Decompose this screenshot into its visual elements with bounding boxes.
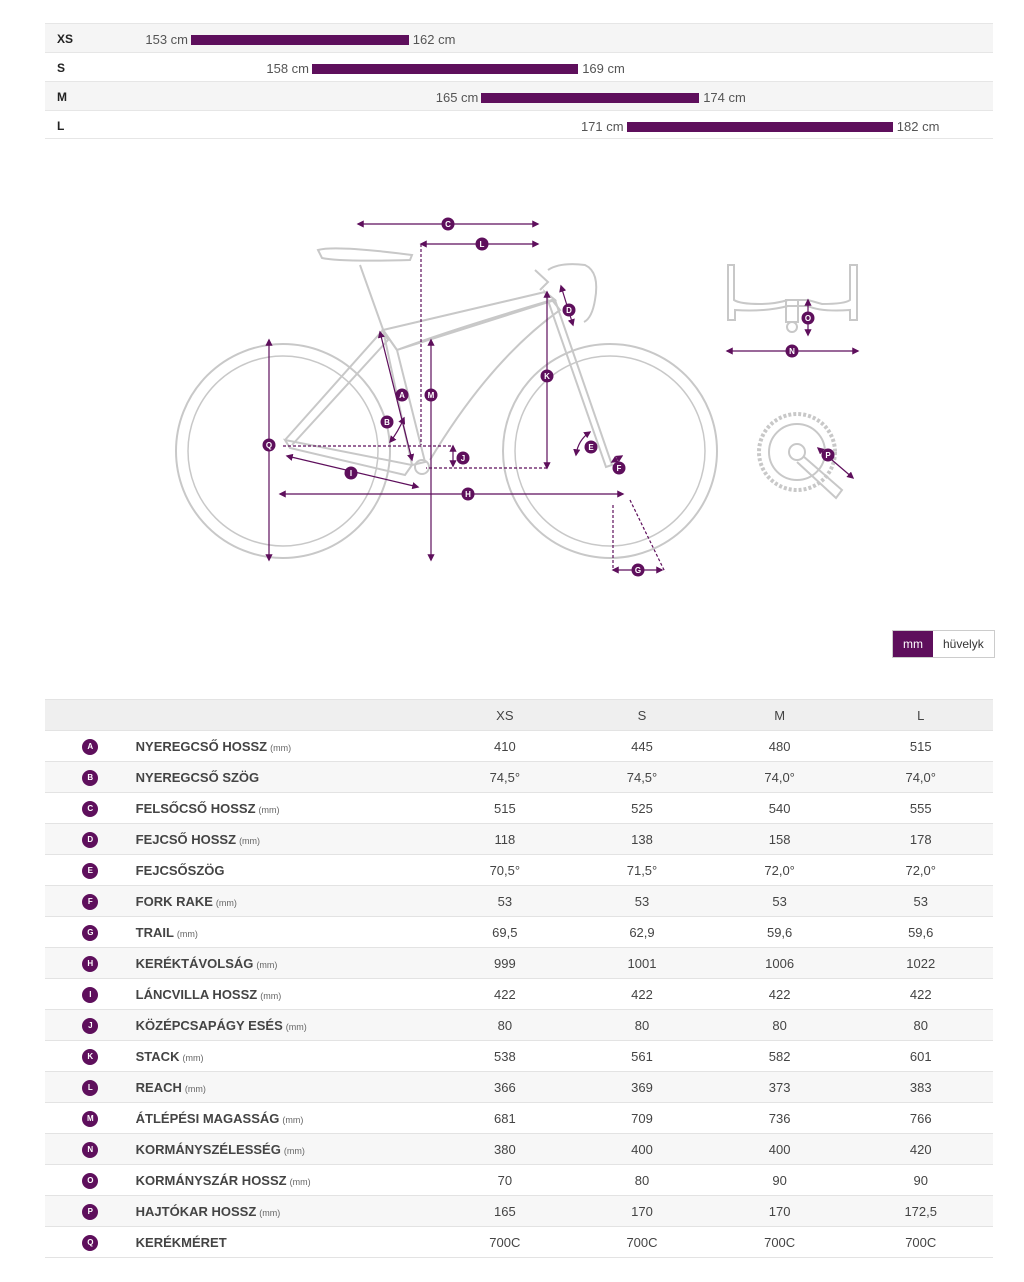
value-cell: 555	[848, 793, 993, 824]
size-row	[45, 81, 993, 110]
value-cell: 53	[437, 886, 574, 917]
value-cell: 1022	[848, 948, 993, 979]
measurement-badge: F	[82, 894, 98, 910]
value-cell: 700C	[711, 1227, 849, 1258]
handlebar-front-view	[728, 265, 857, 332]
diagram-label-d	[563, 304, 576, 317]
value-cell: 700C	[573, 1227, 711, 1258]
value-cell: 366	[437, 1072, 574, 1103]
value-cell: 72,0°	[848, 855, 993, 886]
measurement-badge: K	[82, 1049, 98, 1065]
table-row	[45, 855, 993, 886]
svg-text:Q: Q	[265, 441, 273, 450]
value-cell: 369	[573, 1072, 711, 1103]
height-min-label: 171 cm	[580, 119, 624, 134]
svg-text:G: G	[634, 566, 642, 575]
table-row	[45, 1010, 993, 1041]
value-cell: 400	[573, 1134, 711, 1165]
measurement-name-cell	[136, 1010, 437, 1041]
value-cell: 53	[848, 886, 993, 917]
measurement-name-cell	[136, 731, 437, 762]
measurement-name-cell	[136, 793, 437, 824]
value-cell: 525	[573, 793, 711, 824]
unit-toggle[interactable]	[892, 630, 995, 658]
measurement-name-cell	[136, 1196, 437, 1227]
measurement-badge: C	[82, 801, 98, 817]
measurement-badge: I	[82, 987, 98, 1003]
value-cell: 138	[573, 824, 711, 855]
badge-cell	[45, 948, 136, 979]
header-size-xs: XS	[437, 700, 574, 731]
value-cell: 59,6	[711, 917, 849, 948]
size-row	[45, 23, 993, 52]
value-cell: 118	[437, 824, 574, 855]
header-size-l: L	[848, 700, 993, 731]
table-row	[45, 1134, 993, 1165]
value-cell: 170	[573, 1196, 711, 1227]
measurement-name: NYEREGCSŐ HOSSZ	[135, 738, 268, 754]
badge-cell	[45, 1165, 136, 1196]
value-cell: 540	[711, 793, 849, 824]
badge-cell	[45, 1041, 136, 1072]
badge-cell	[45, 731, 136, 762]
value-cell: 90	[848, 1165, 993, 1196]
value-cell: 80	[573, 1165, 711, 1196]
value-cell: 380	[437, 1134, 574, 1165]
table-row	[45, 1041, 993, 1072]
size-label: S	[57, 61, 66, 75]
table-row	[45, 1227, 993, 1258]
measurement-name: KÖZÉPCSAPÁGY ESÉS	[135, 1017, 283, 1033]
badge-cell	[45, 793, 136, 824]
measurement-unit: (mm)	[259, 1207, 281, 1218]
diagram-label-c	[442, 218, 455, 231]
measurement-unit: (mm)	[256, 959, 278, 970]
value-cell: 422	[573, 979, 711, 1010]
badge-cell	[45, 1072, 136, 1103]
value-cell: 709	[573, 1103, 711, 1134]
table-row	[45, 1103, 993, 1134]
value-cell: 74,0°	[848, 762, 993, 793]
svg-text:L: L	[479, 240, 485, 249]
header-size-m: M	[711, 700, 849, 731]
measurement-name: REACH	[135, 1079, 182, 1095]
value-cell: 422	[848, 979, 993, 1010]
value-cell: 420	[848, 1134, 993, 1165]
value-cell: 373	[711, 1072, 849, 1103]
geometry-table	[45, 699, 993, 1258]
value-cell: 74,5°	[573, 762, 711, 793]
height-min-label: 165 cm	[435, 90, 479, 105]
value-cell: 383	[848, 1072, 993, 1103]
svg-text:J: J	[460, 454, 466, 463]
svg-text:P: P	[825, 451, 831, 460]
measurement-badge: N	[82, 1142, 98, 1158]
measurement-lines	[269, 224, 858, 572]
diagram-label-m	[425, 389, 438, 402]
diagram-label-o	[802, 312, 815, 325]
diagram-label-e	[585, 441, 598, 454]
diagram-label-k	[541, 370, 554, 383]
measurement-unit: (mm)	[239, 835, 261, 846]
measurement-unit: (mm)	[215, 897, 237, 908]
measurement-badge: M	[82, 1111, 98, 1127]
measurement-name-cell	[136, 917, 437, 948]
value-cell: 80	[573, 1010, 711, 1041]
diagram-label-q	[263, 439, 276, 452]
size-label: XS	[57, 32, 74, 46]
measurement-badge: P	[82, 1204, 98, 1220]
header-badge-cell	[45, 700, 136, 731]
value-cell: 736	[711, 1103, 849, 1134]
height-min-label: 153 cm	[145, 32, 188, 47]
measurement-name-cell	[136, 824, 437, 855]
size-label: L	[57, 119, 65, 133]
height-range-bar	[312, 64, 578, 74]
value-cell: 170	[711, 1196, 849, 1227]
measurement-name: STACK	[135, 1048, 180, 1064]
height-min-label: 158 cm	[266, 61, 309, 76]
svg-text:A: A	[399, 391, 405, 400]
measurement-name: ÁTLÉPÉSI MAGASSÁG	[135, 1110, 280, 1126]
svg-text:K: K	[544, 372, 550, 381]
measurement-unit: (mm)	[258, 804, 280, 815]
measurement-name: LÁNCVILLA HOSSZ	[135, 986, 258, 1002]
value-cell: 700C	[848, 1227, 993, 1258]
measurement-name: KORMÁNYSZÁR HOSSZ	[135, 1172, 287, 1188]
value-cell: 80	[437, 1010, 574, 1041]
value-cell: 70,5°	[437, 855, 574, 886]
diagram-label-i	[345, 467, 358, 480]
value-cell: 538	[437, 1041, 574, 1072]
diagram-label-f	[613, 462, 626, 475]
measurement-name: TRAIL	[135, 924, 174, 940]
measurement-name-cell	[136, 1072, 437, 1103]
rear-wheel	[176, 344, 390, 558]
table-row	[45, 762, 993, 793]
value-cell: 999	[437, 948, 574, 979]
value-cell: 1001	[573, 948, 711, 979]
svg-text:O: O	[804, 314, 812, 323]
measurement-name: FORK RAKE	[135, 893, 213, 909]
measurement-unit: (mm)	[283, 1145, 305, 1156]
table-row	[45, 731, 993, 762]
badge-cell	[45, 824, 136, 855]
measurement-name-cell	[136, 855, 437, 886]
badge-cell	[45, 979, 136, 1010]
value-cell: 561	[573, 1041, 711, 1072]
svg-text:C: C	[445, 220, 451, 229]
svg-text:N: N	[789, 347, 795, 356]
measurement-badge: H	[82, 956, 98, 972]
unit-inch-button[interactable]: hüvelyk	[933, 631, 994, 657]
value-cell: 480	[711, 731, 849, 762]
unit-mm-button[interactable]: mm	[893, 631, 933, 657]
measurement-badge: Q	[82, 1235, 98, 1251]
measurement-badge: A	[82, 739, 98, 755]
table-row	[45, 793, 993, 824]
front-wheel	[503, 344, 717, 558]
value-cell: 80	[711, 1010, 849, 1041]
badge-cell	[45, 762, 136, 793]
table-row	[45, 979, 993, 1010]
badge-cell	[45, 1134, 136, 1165]
diagram-label-h	[462, 488, 475, 501]
measurement-name: FEJCSŐ HOSSZ	[135, 831, 237, 847]
measurement-name: FELSŐCSŐ HOSSZ	[135, 800, 256, 816]
svg-text:D: D	[566, 306, 572, 315]
table-row	[45, 1165, 993, 1196]
bike-frame	[285, 248, 612, 475]
svg-text:E: E	[588, 443, 594, 452]
header-name-cell	[136, 700, 437, 731]
value-cell: 410	[437, 731, 574, 762]
measurement-unit: (mm)	[260, 990, 282, 1001]
svg-text:F: F	[616, 464, 622, 473]
svg-text:M: M	[427, 391, 435, 400]
badge-cell	[45, 1010, 136, 1041]
measurement-name-cell	[136, 979, 437, 1010]
measurement-unit: (mm)	[184, 1083, 206, 1094]
value-cell: 172,5	[848, 1196, 993, 1227]
measurement-unit: (mm)	[182, 1052, 204, 1063]
table-row	[45, 948, 993, 979]
value-cell: 515	[437, 793, 574, 824]
measurement-name-cell	[136, 886, 437, 917]
measurement-badge: L	[82, 1080, 98, 1096]
measurement-name: KERÉKTÁVOLSÁG	[135, 955, 254, 971]
measurement-name: FEJCSŐSZÖG	[135, 862, 225, 878]
height-range-bar	[627, 122, 893, 132]
value-cell: 515	[848, 731, 993, 762]
measurement-name: HAJTÓKAR HOSSZ	[135, 1203, 257, 1219]
value-cell: 62,9	[573, 917, 711, 948]
size-row	[45, 110, 993, 139]
value-cell: 90	[711, 1165, 849, 1196]
height-max-label: 174 cm	[703, 90, 746, 105]
value-cell: 80	[848, 1010, 993, 1041]
measurement-badge: E	[82, 863, 98, 879]
measurement-unit: (mm)	[270, 742, 292, 753]
measurement-name: NYEREGCSŐ SZÖG	[135, 769, 260, 785]
value-cell: 601	[848, 1041, 993, 1072]
measurement-badge: J	[82, 1018, 98, 1034]
table-row	[45, 1072, 993, 1103]
badge-cell	[45, 1227, 136, 1258]
height-max-label: 162 cm	[412, 32, 456, 47]
measurement-name-cell	[136, 948, 437, 979]
badge-cell	[45, 1196, 136, 1227]
value-cell: 700C	[437, 1227, 574, 1258]
value-cell: 422	[437, 979, 574, 1010]
badge-cell	[45, 855, 136, 886]
svg-text:B: B	[384, 418, 390, 427]
bike-geometry-diagram	[0, 160, 1024, 600]
value-cell: 71,5°	[573, 855, 711, 886]
diagram-label-p	[822, 449, 835, 462]
value-cell: 400	[711, 1134, 849, 1165]
value-cell: 59,6	[848, 917, 993, 948]
height-range-bar	[191, 35, 409, 45]
value-cell: 53	[711, 886, 849, 917]
value-cell: 74,0°	[711, 762, 849, 793]
size-label: M	[57, 90, 67, 104]
diagram-label-a	[396, 389, 409, 402]
value-cell: 422	[711, 979, 849, 1010]
value-cell: 178	[848, 824, 993, 855]
value-cell: 53	[573, 886, 711, 917]
measurement-name-cell	[136, 1227, 437, 1258]
value-cell: 1006	[711, 948, 849, 979]
diagram-label-n	[786, 345, 799, 358]
value-cell: 165	[437, 1196, 574, 1227]
measurement-name-cell	[136, 1103, 437, 1134]
value-cell: 445	[573, 731, 711, 762]
table-header-row	[45, 700, 993, 731]
measurement-unit: (mm)	[285, 1021, 307, 1032]
value-cell: 681	[437, 1103, 574, 1134]
measurement-name: KERÉKMÉRET	[135, 1234, 227, 1250]
measurement-name: KORMÁNYSZÉLESSÉG	[135, 1141, 281, 1157]
measurement-name-cell	[136, 1041, 437, 1072]
height-max-label: 182 cm	[896, 119, 940, 134]
table-row	[45, 917, 993, 948]
diagram-label-j	[457, 452, 470, 465]
size-row	[45, 52, 993, 81]
value-cell: 70	[437, 1165, 574, 1196]
svg-text:I: I	[349, 469, 353, 478]
height-max-label: 169 cm	[582, 61, 625, 76]
value-cell: 766	[848, 1103, 993, 1134]
value-cell: 158	[711, 824, 849, 855]
measurement-badge: B	[82, 770, 98, 786]
measurement-badge: O	[82, 1173, 98, 1189]
badge-cell	[45, 886, 136, 917]
value-cell: 72,0°	[711, 855, 849, 886]
measurement-name-cell	[136, 762, 437, 793]
measurement-name-cell	[136, 1134, 437, 1165]
measurement-badge: G	[82, 925, 98, 941]
header-size-s: S	[573, 700, 711, 731]
value-cell: 69,5	[437, 917, 574, 948]
value-cell: 74,5°	[437, 762, 574, 793]
badge-cell	[45, 917, 136, 948]
badge-cell	[45, 1103, 136, 1134]
value-cell: 582	[711, 1041, 849, 1072]
measurement-unit: (mm)	[282, 1114, 304, 1125]
diagram-label-b	[381, 416, 394, 429]
measurement-unit: (mm)	[176, 928, 198, 939]
size-chart	[45, 23, 993, 139]
diagram-label-g	[632, 564, 645, 577]
table-row	[45, 886, 993, 917]
table-row	[45, 1196, 993, 1227]
height-range-bar	[481, 93, 699, 103]
measurement-name-cell	[136, 1165, 437, 1196]
measurement-badge: D	[82, 832, 98, 848]
measurement-unit: (mm)	[289, 1176, 311, 1187]
table-row	[45, 824, 993, 855]
svg-text:H: H	[465, 490, 471, 499]
diagram-label-l	[476, 238, 489, 251]
